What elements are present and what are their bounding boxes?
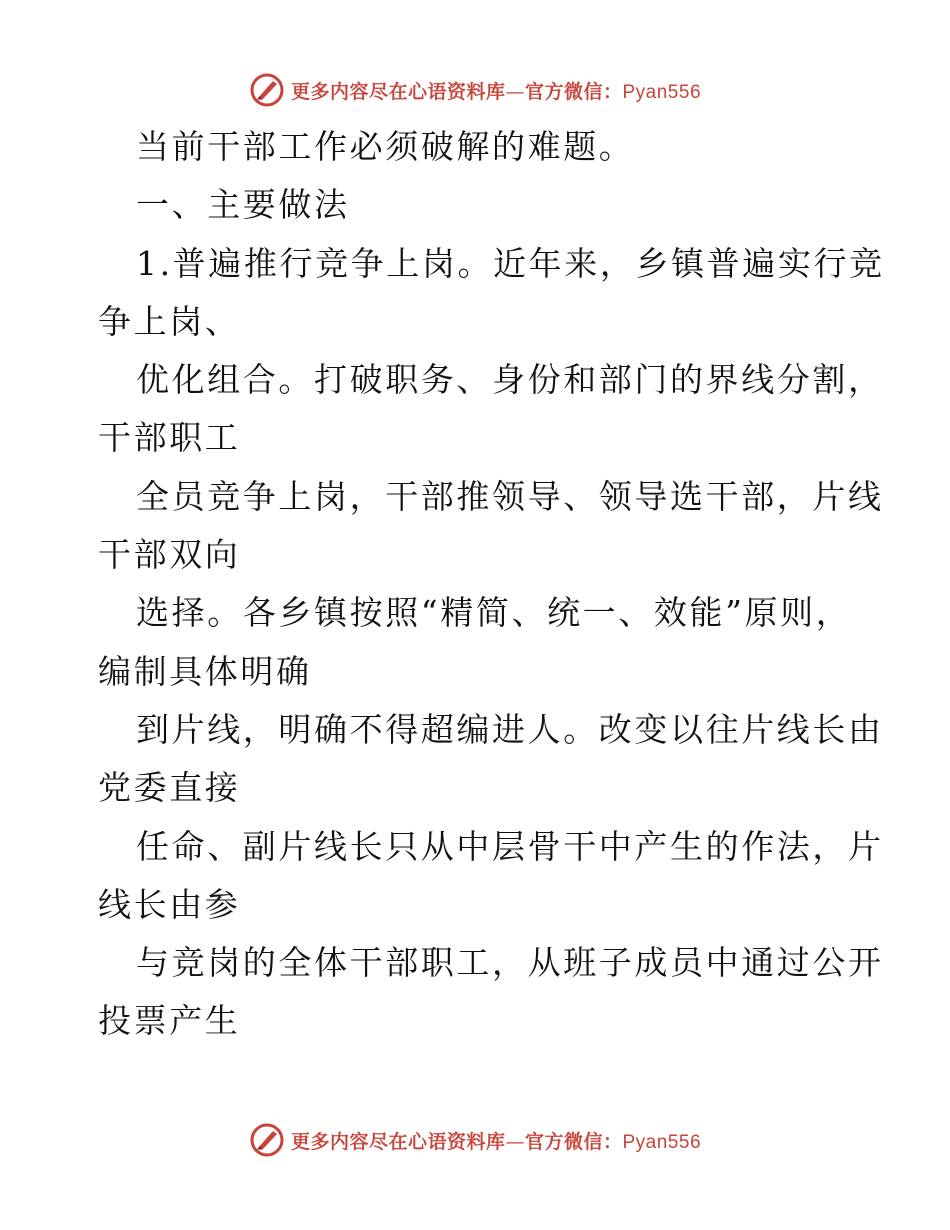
text-line: 争上岗、 [98, 301, 241, 341]
text-line: 1.普遍推行竞争上岗。近年来，乡镇普遍实行竞 [136, 243, 885, 283]
banner-text [291, 77, 701, 104]
banner-site-text: 更多内容尽在心语资料库 [290, 1130, 506, 1153]
banner-wechat-id: Pyan556 [622, 1131, 702, 1153]
banner-wechat-label: 官方微信： [524, 80, 623, 103]
text-line: 党委直接 [98, 768, 241, 808]
text-line: 到片线，明确不得超编进人。改变以往片线长由 [136, 709, 884, 749]
quill-logo-icon [249, 1122, 285, 1158]
banner-wechat-id: Pyan556 [622, 81, 702, 103]
text-line: 与竞岗的全体干部职工，从班子成员中通过公开 [136, 943, 884, 983]
footer-banner [0, 1120, 950, 1160]
text-line: 一、主要做法 [136, 185, 350, 225]
text-line: 编制具体明确 [98, 651, 312, 691]
header-banner [0, 70, 950, 110]
text-line: 当前干部工作必须破解的难题。 [136, 127, 635, 166]
banner-site-text: 更多内容尽在心语资料库 [290, 80, 506, 103]
text-line: 任命、副片线长只从中层骨干中产生的作法，片 [136, 826, 884, 866]
text-line: 干部双向 [98, 535, 241, 575]
text-line: 选择。各乡镇按照“精简、统一、效能”原则， [136, 593, 852, 633]
text-line: 优化组合。打破职务、身份和部门的界线分割， [136, 360, 884, 400]
banner-wechat-label: 官方微信： [524, 1130, 623, 1153]
banner-separator: — [505, 80, 525, 103]
quill-logo-icon [249, 72, 285, 108]
text-line: 全员竞争上岗，干部推领导、领导选干部，片线 [136, 476, 884, 516]
banner-separator: — [505, 1130, 525, 1153]
banner-text [291, 1127, 701, 1154]
text-line: 投票产生 [98, 1001, 241, 1041]
document-body [98, 118, 885, 1051]
text-line: 线长由参 [98, 884, 241, 924]
text-line: 干部职工 [98, 418, 241, 458]
